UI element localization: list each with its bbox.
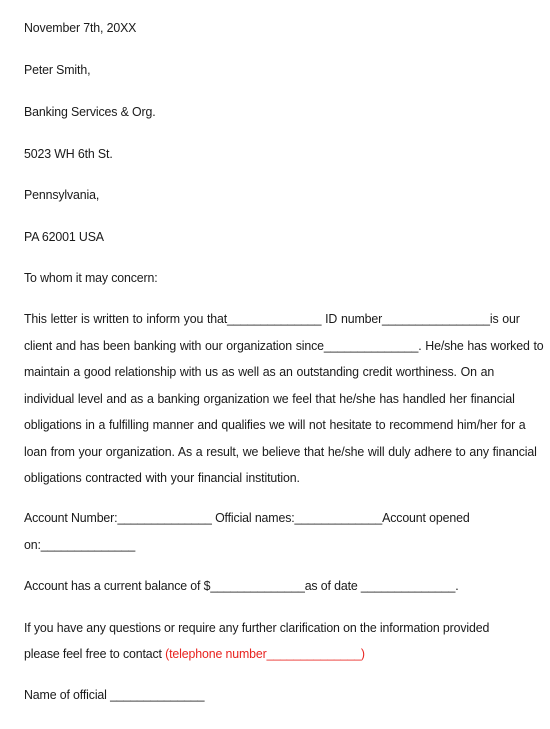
contact-prefix: please feel free to contact — [24, 646, 166, 661]
recipient-zip-country: PA 62001 USA — [24, 229, 104, 244]
letter-date: November 7th, 20XX — [24, 20, 137, 35]
account-details-line: Account Number:______________ Official names:_____________Account opened — [24, 510, 470, 525]
contact-line-telephone — [24, 646, 365, 661]
body-paragraph: This letter is written to inform you that______________ ID number________________is our client and has been banking with our organization since______________. He/she has worked to maintain a good relationship with us as well as an outstanding credit worthiness. On an individual level and as a banking organization we feel that he/she has handled her financial obligations in a fulfilling manner and qualifies we will not hesitate to recommend him/her for a loan from your organization. As a result, we believe that he/she will duly adhere to any financial obligations contracted with your financial institution. — [24, 311, 544, 485]
recipient-state: Pennsylvania, — [24, 187, 100, 202]
recipient-name: Peter Smith, — [24, 62, 91, 77]
balance-line: Account has a current balance of $______________as of date ______________. — [24, 578, 459, 593]
telephone-number-field: (telephone number______________) — [165, 646, 365, 661]
recipient-organization: Banking Services & Org. — [24, 104, 156, 119]
official-name-line: Name of official ______________ — [24, 687, 205, 702]
recipient-street: 5023 WH 6th St. — [24, 146, 113, 161]
account-opened-line: on:______________ — [24, 537, 136, 552]
salutation: To whom it may concern: — [24, 270, 158, 285]
contact-line: If you have any questions or require any further clarification on the information provided — [24, 620, 490, 635]
